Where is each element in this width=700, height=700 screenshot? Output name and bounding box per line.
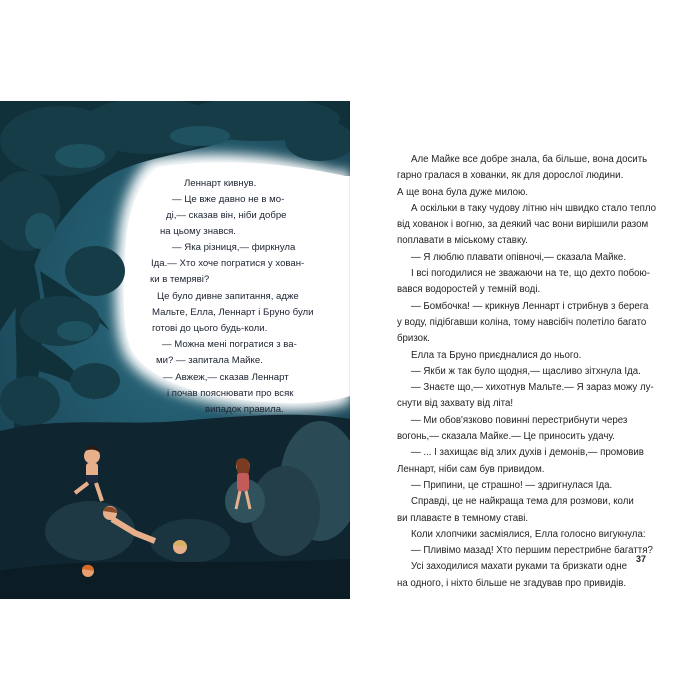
text-line: — ... І захищає від злих духів і демонів,— промовив: [411, 447, 644, 459]
text-line: А оскільки в таку чудову літню ніч швидко стало тепло: [411, 202, 657, 214]
text-line: ки в темряві?: [150, 274, 210, 285]
text-line: Але Майке все добре знала, ба більше, вона досить: [411, 154, 648, 165]
illustration-page: [0, 101, 350, 599]
text-line: — Знаєте що,— хихотнув Мальте.— Я зараз можу лу-: [411, 382, 654, 394]
text-line: — Яка різниця,— фиркнула: [172, 242, 296, 253]
text-line: від хованок і вогню, за деякий час вони вирішили разом: [397, 219, 649, 231]
text-line: снути від захвату від літа!: [397, 398, 514, 410]
text-line: вався водоростей у темній воді.: [397, 284, 541, 296]
text-line: — Я люблю плавати опівночі,— сказала Майке.: [411, 251, 627, 263]
text-line: вогонь,— сказала Майке.— Це приносить удачу.: [397, 431, 615, 443]
text-line: — Бомбочка! — крикнув Леннарт і стрибнув з берега: [411, 300, 649, 312]
right-page-text: [397, 152, 657, 592]
text-line: Іда.— Хто хоче погратися у хован-: [151, 258, 305, 269]
page-number: 37: [636, 554, 647, 564]
text-line: — Можна мені погратися з ва-: [162, 339, 297, 350]
child-swimming: [173, 540, 187, 554]
text-page: [350, 101, 700, 599]
text-line: Коли хлопчики засміялися, Елла голосно вигукнула:: [411, 528, 646, 540]
text-line: Справді, це не найкраща тема для розмови, коли: [411, 496, 634, 508]
text-line: — Якби ж так було щодня,— щасливо зітхнула Іда.: [411, 365, 641, 377]
text-line: — Припини, це страшно! — здригнулася Іда.: [411, 479, 613, 491]
text-line: Леннарт кивнув.: [184, 178, 257, 189]
text-line: — Пливімо мазад! Хто першим перестрибне багаття?: [411, 545, 653, 557]
text-line: випадок правила.: [205, 404, 284, 415]
text-line: ви плаваєте в темному ставі.: [397, 512, 529, 524]
text-line: і почав пояснювати про всяк: [167, 388, 294, 399]
text-line: Леннарт, ніби сам був привидом.: [397, 463, 545, 475]
text-line: на цьому знався.: [160, 226, 236, 237]
text-line: ми? — запитала Майке.: [156, 355, 263, 366]
ground-bushes: [0, 415, 350, 599]
text-line: Усі заходилися махати руками та бризкати одне: [411, 561, 627, 573]
text-line: Елла та Бруно приєдналися до нього.: [411, 349, 582, 361]
text-line: Це було дивне запитання, адже: [157, 291, 299, 302]
text-line: гарно гралася в хованки, як для дорослої людини.: [397, 170, 624, 182]
text-line: Мальте, Елла, Леннарт і Бруно були: [152, 307, 314, 318]
text-line: ді,— сказав він, ніби добре: [166, 210, 287, 221]
text-line: — Авжеж,— сказав Леннарт: [163, 372, 289, 383]
text-line: поплавати в міському ставку.: [397, 235, 528, 247]
text-line: у воду, підібгавши коліна, тому навсібіч полетіло багато: [397, 316, 647, 328]
text-line: бризок.: [397, 333, 430, 345]
text-line: І всі погодилися не зважаючи на те, що дехто побою-: [411, 268, 651, 280]
text-line: на одного, і ніхто більше не згадував про привидів.: [397, 577, 627, 589]
text-line: — Це вже давно не в мо-: [172, 194, 285, 205]
text-line: — Ми обов'язково повинні перестрибнути через: [411, 414, 628, 426]
text-line: готові до цього будь-коли.: [152, 323, 268, 334]
child-in-water: [82, 565, 94, 577]
text-line: А ще вона була дуже милою.: [397, 186, 528, 198]
